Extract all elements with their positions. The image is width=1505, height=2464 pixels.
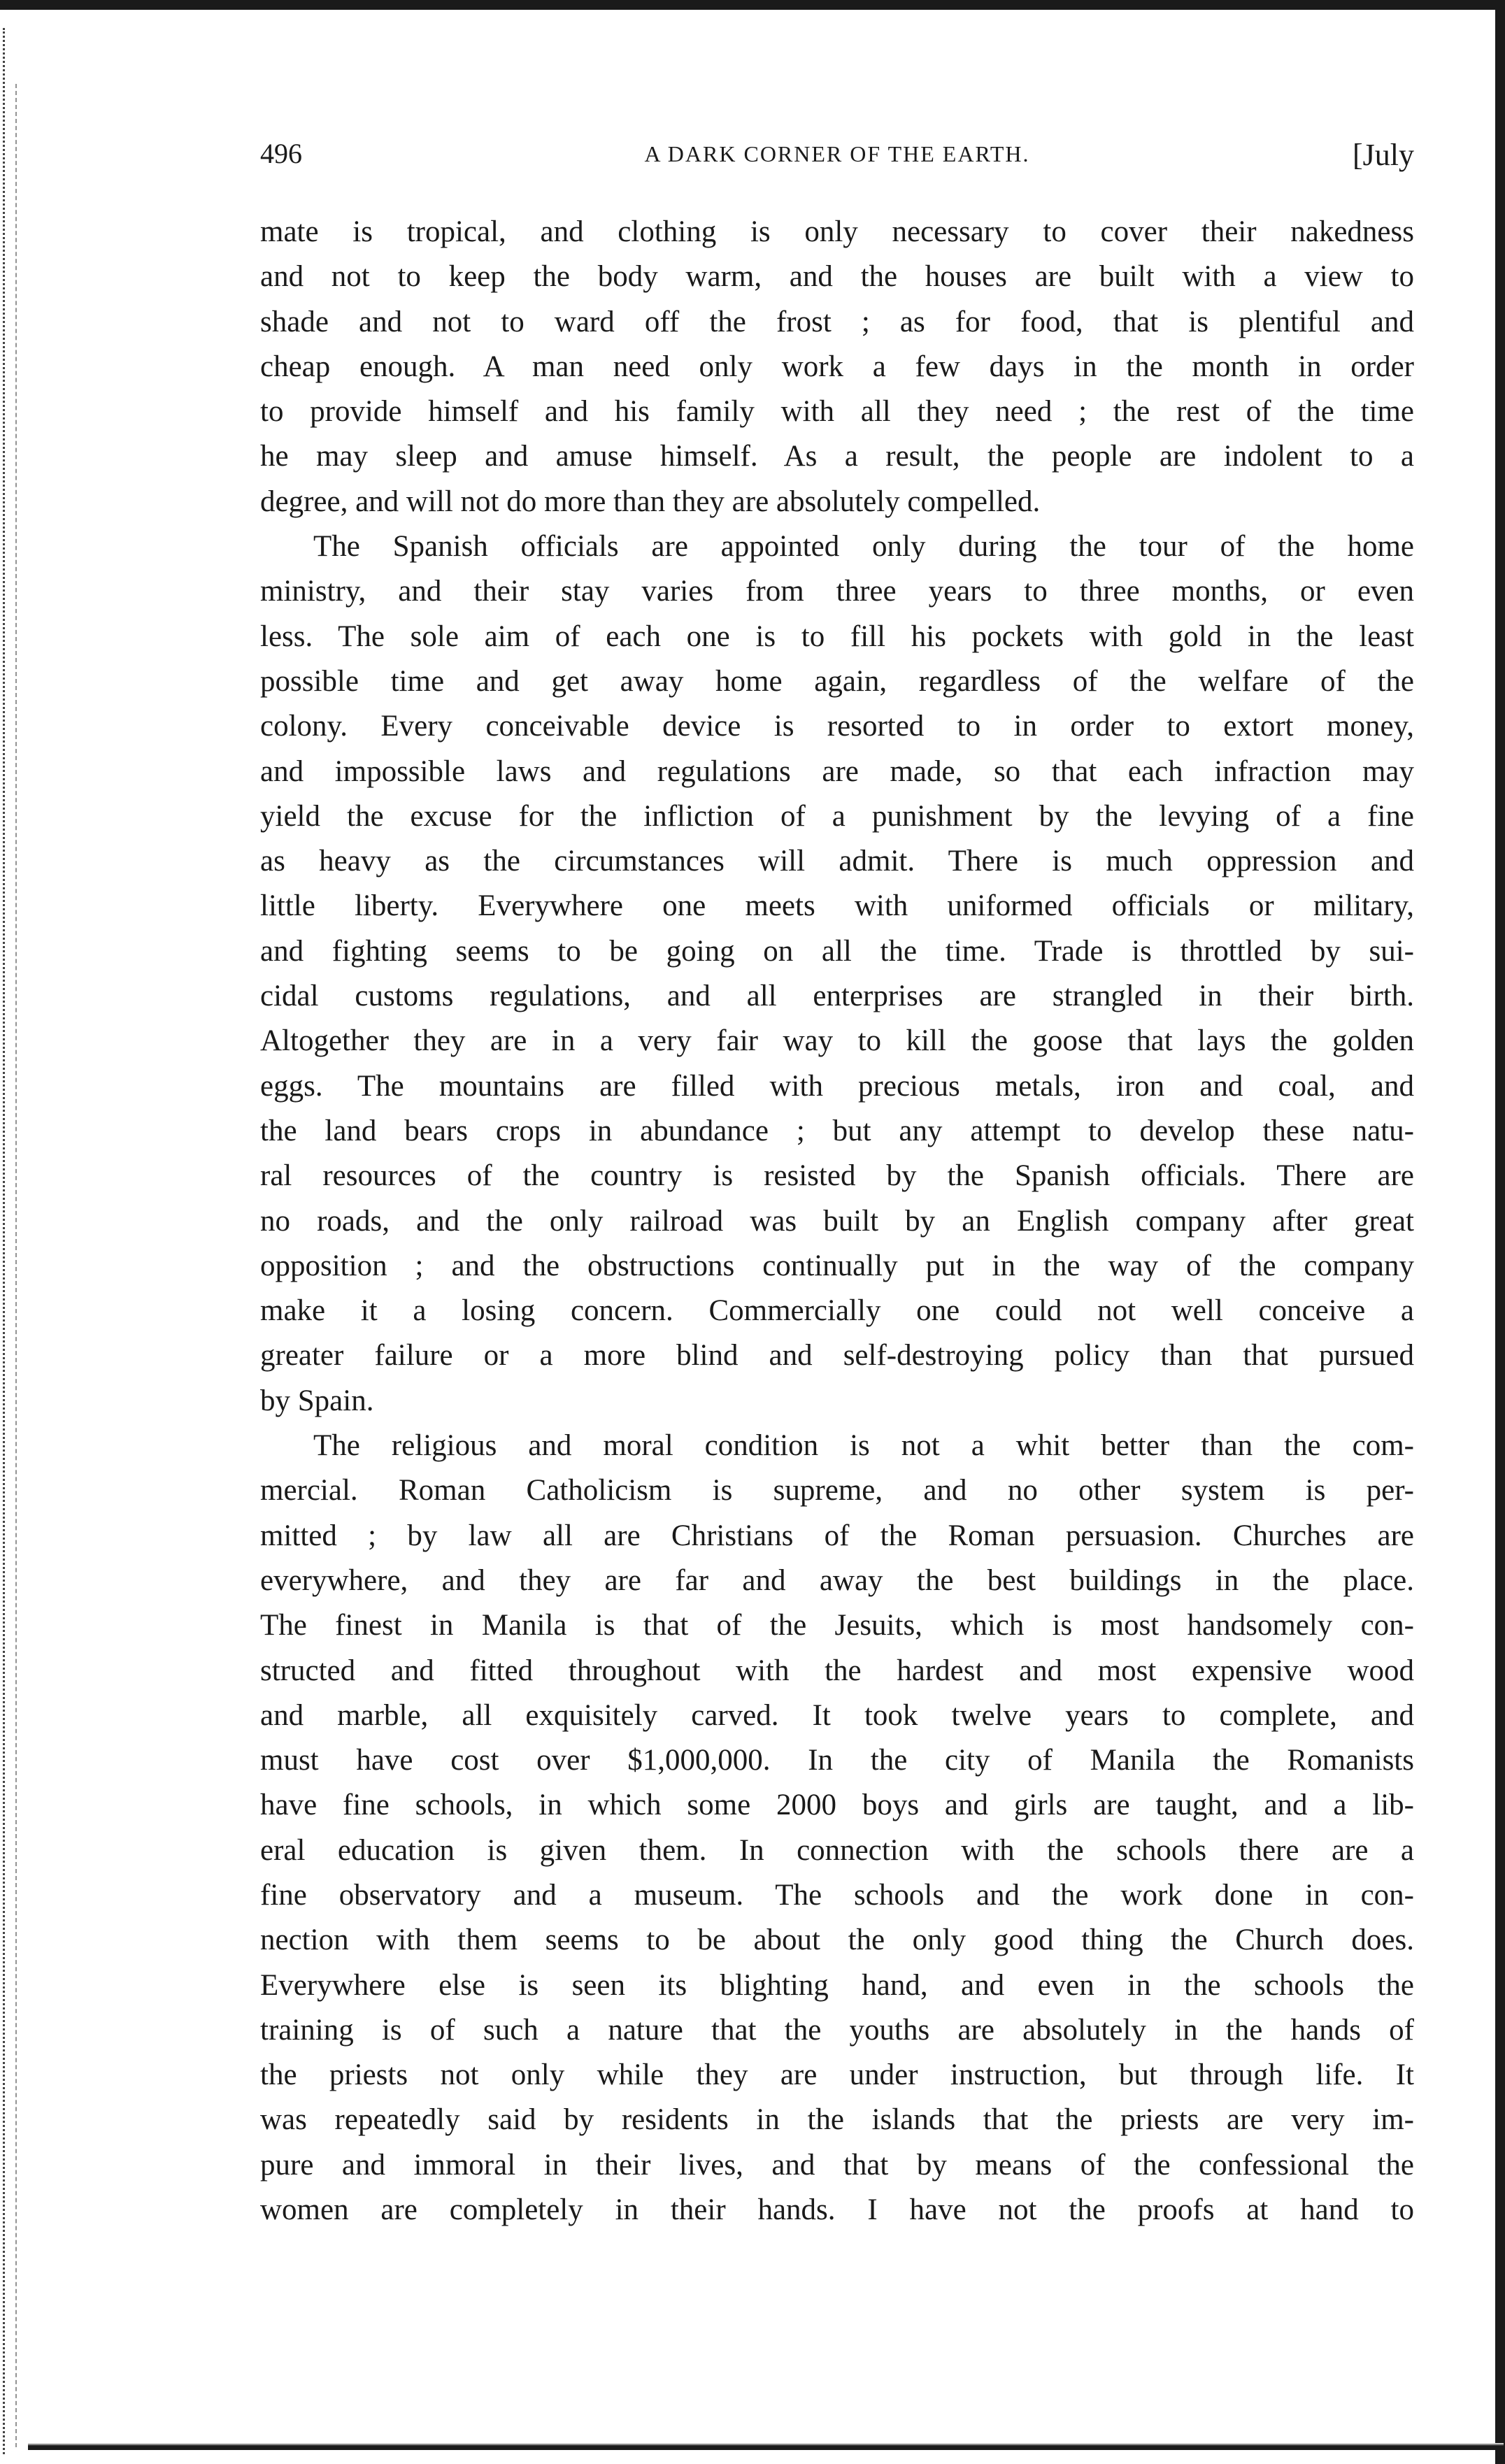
text-line: ministry, and their stay varies from three years to three months, or even (260, 575, 1414, 608)
right-border (1495, 0, 1505, 2464)
page-number: 496 (260, 138, 302, 169)
left-page-edge-shadow (15, 84, 22, 2447)
text-line: mitted ; by law all are Christians of the Roman persuasion. Churches are (260, 1519, 1414, 1552)
running-head (260, 137, 1414, 179)
text-line: everywhere, and they are far and away the best buildings in the place. (260, 1563, 1414, 1597)
text-line: women are completely in their hands. I have not the proofs at hand to (260, 2193, 1414, 2227)
running-title: A DARK CORNER OF THE EARTH. (644, 141, 1030, 166)
text-line: ral resources of the country is resisted by the Spanish officials. There are (260, 1159, 1414, 1193)
text-line: nection with them seems to be about the only good thing the Church does. (260, 1924, 1414, 1957)
text-line: The finest in Manila is that of the Jesuits, which is most handsomely con- (260, 1609, 1414, 1642)
bottom-border (28, 2443, 1504, 2450)
text-line: eggs. The mountains are filled with precious metals, iron and coal, and (260, 1069, 1414, 1103)
text-line: eral education is given them. In connection with the schools there are a (260, 1833, 1414, 1867)
top-border (0, 0, 1505, 10)
text-line: have fine schools, in which some 2000 boys and girls are taught, and a lib- (260, 1789, 1414, 1822)
text-line: the land bears crops in abundance ; but any attempt to develop these natu- (260, 1114, 1414, 1147)
text-line: the priests not only while they are under instruction, but through life. It (260, 2058, 1414, 2092)
text-line: yield the excuse for the infliction of a punishment by the levying of a fine (260, 799, 1414, 833)
text-line: must have cost over $1,000,000. In the city of Manila the Romanists (260, 1744, 1414, 1777)
text-line: no roads, and the only railroad was built by an English company after great (260, 1204, 1414, 1238)
paragraph-start: The Spanish officials are appointed only during the tour of the home (313, 530, 1414, 564)
text-line: mate is tropical, and clothing is only necessary to cover their nakedness (260, 215, 1414, 248)
text-line: degree, and will not do more than they are absolutely compelled. (260, 485, 1041, 518)
text-line: make it a losing concern. Commercially one could not well conceive a (260, 1294, 1414, 1328)
text-line: by Spain. (260, 1384, 374, 1417)
text-line: pure and immoral in their lives, and that by means of the confessional the (260, 2148, 1414, 2182)
text-line: and fighting seems to be going on all the time. Trade is throttled by sui- (260, 934, 1414, 968)
body-text (260, 210, 1414, 2419)
text-line: opposition ; and the obstructions continually put in the way of the company (260, 1249, 1414, 1282)
text-line: training is of such a nature that the youths are absolutely in the hands of (260, 2013, 1414, 2047)
text-line: and impossible laws and regulations are made, so that each infraction may (260, 754, 1414, 788)
text-line: less. The sole aim of each one is to fill his pockets with gold in the least (260, 619, 1414, 653)
text-line: cheap enough. A man need only work a few days in the month in order (260, 350, 1414, 383)
text-line: shade and not to ward off the frost ; as for food, that is plentiful and (260, 305, 1414, 338)
text-line: Everywhere else is seen its blighting hand, and even in the schools the (260, 1968, 1414, 2002)
text-line: fine observatory and a museum. The schools and the work done in con- (260, 1878, 1414, 1912)
text-line: little liberty. Everywhere one meets with uniformed officials or military, (260, 889, 1414, 923)
text-line: cidal customs regulations, and all enterprises are strangled in their birth. (260, 980, 1414, 1013)
text-line: and marble, all exquisitely carved. It took twelve years to complete, and (260, 1698, 1414, 1732)
text-line: greater failure or a more blind and self-destroying policy than that pursued (260, 1339, 1414, 1373)
running-date-mark: [July (1353, 138, 1414, 172)
text-line: he may sleep and amuse himself. As a result, the people are indolent to a (260, 440, 1414, 473)
text-line: mercial. Roman Catholicism is supreme, and no other system is per- (260, 1474, 1414, 1507)
text-line: possible time and get away home again, regardless of the welfare of the (260, 664, 1414, 698)
left-page-edge (3, 28, 15, 2454)
text-line: to provide himself and his family with all they need ; the rest of the time (260, 395, 1414, 429)
text-line: as heavy as the circumstances will admit. There is much oppression and (260, 845, 1414, 878)
text-line: Altogether they are in a very fair way to kill the goose that lays the golden (260, 1024, 1414, 1058)
text-line: was repeatedly said by residents in the islands that the priests are very im- (260, 2103, 1414, 2137)
paragraph-start: The religious and moral condition is not a whit better than the com- (313, 1429, 1414, 1463)
text-line: and not to keep the body warm, and the houses are built with a view to (260, 260, 1414, 294)
text-line: structed and fitted throughout with the hardest and most expensive wood (260, 1654, 1414, 1687)
text-line: colony. Every conceivable device is resorted to in order to extort money, (260, 710, 1414, 743)
